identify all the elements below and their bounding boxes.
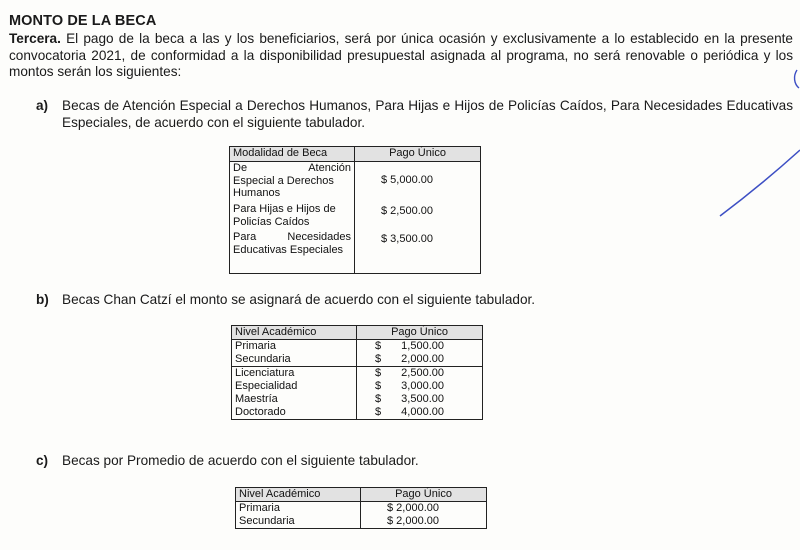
amount-cell: $ 3,500.00 (381, 233, 433, 245)
column-header: Pago Único (355, 147, 481, 162)
modality-word: De (233, 162, 248, 174)
level-cell: Licenciatura (232, 367, 357, 381)
item-b-text: Becas Chan Catzí el monto se asignará de acuerdo con el siguiente tabulador. (62, 292, 536, 307)
section-heading: MONTO DE LA BECA (9, 13, 157, 29)
modality-cell: Para Hijas e Hijos de Policías Caídos (230, 203, 355, 231)
item-a-text: Becas de Atención Especial a Derechos Humanos, Para Hijas e Hijos de Policías Caídos, Para Necesidades Educativas Especiales, de acuerdo con el siguiente tabulador. (62, 98, 793, 130)
currency-cell: $ (375, 367, 382, 379)
level-cell: Secundaria (236, 515, 361, 529)
item-c-text: Becas por Promedio de acuerdo con el siguiente tabulador. (62, 453, 419, 468)
currency-cell: $ (375, 340, 382, 352)
clause-text: El pago de la beca a las y los beneficiarios, será por única ocasión y exclusivamente a lo establecido en la presente convocatoria 2021, de conformidad a la disponibilidad presupuestal asignada al programa, no será renovable o periódica y los montos serán los siguientes: (9, 31, 793, 79)
amount-cell: $ 2,000.00 (387, 502, 439, 514)
column-header: Pago Único (361, 488, 487, 502)
signature-path (795, 70, 799, 88)
amount-cell: 4,000.00 (401, 406, 444, 418)
level-cell: Primaria (236, 502, 361, 516)
item-a-marker: a) (36, 98, 49, 113)
signature-path (720, 150, 800, 216)
modality-rest: Especial a Derechos Humanos (233, 174, 334, 199)
modality-rest: Educativas Especiales (233, 243, 344, 256)
column-header: Nivel Académico (236, 488, 361, 502)
amount-cell: $ 2,500.00 (381, 205, 433, 217)
clause-label: Tercera. (9, 31, 61, 46)
amount-cell: 2,000.00 (386, 353, 483, 367)
level-cell: Especialidad (232, 380, 357, 393)
level-cell: Doctorado (232, 406, 357, 420)
amount-cell: $ 5,000.00 (381, 174, 433, 186)
modality-word: Atención (308, 162, 351, 174)
amount-cell: 1,500.00 (401, 340, 444, 352)
amount-cell: 3,000.00 (401, 380, 444, 392)
modality-word: Para (233, 231, 257, 243)
currency-cell: $ (375, 406, 382, 418)
item-b-marker: b) (36, 292, 49, 307)
level-cell: Secundaria (232, 353, 357, 367)
level-cell: Primaria (232, 340, 357, 354)
level-cell: Maestría (232, 393, 357, 406)
column-header: Pago Único (357, 326, 483, 340)
amount-cell: 2,500.00 (401, 367, 444, 379)
currency-cell: $ (375, 393, 382, 405)
item-c-marker: c) (36, 453, 49, 468)
column-header: Modalidad de Beca (230, 147, 355, 162)
currency-cell: $ (375, 380, 382, 392)
modality-word: Necesidades (287, 231, 351, 243)
currency-cell: $ (357, 353, 387, 367)
amount-cell: 3,500.00 (401, 393, 444, 405)
amount-cell: $ 2,000.00 (387, 515, 439, 527)
column-header: Nivel Académico (232, 326, 357, 340)
